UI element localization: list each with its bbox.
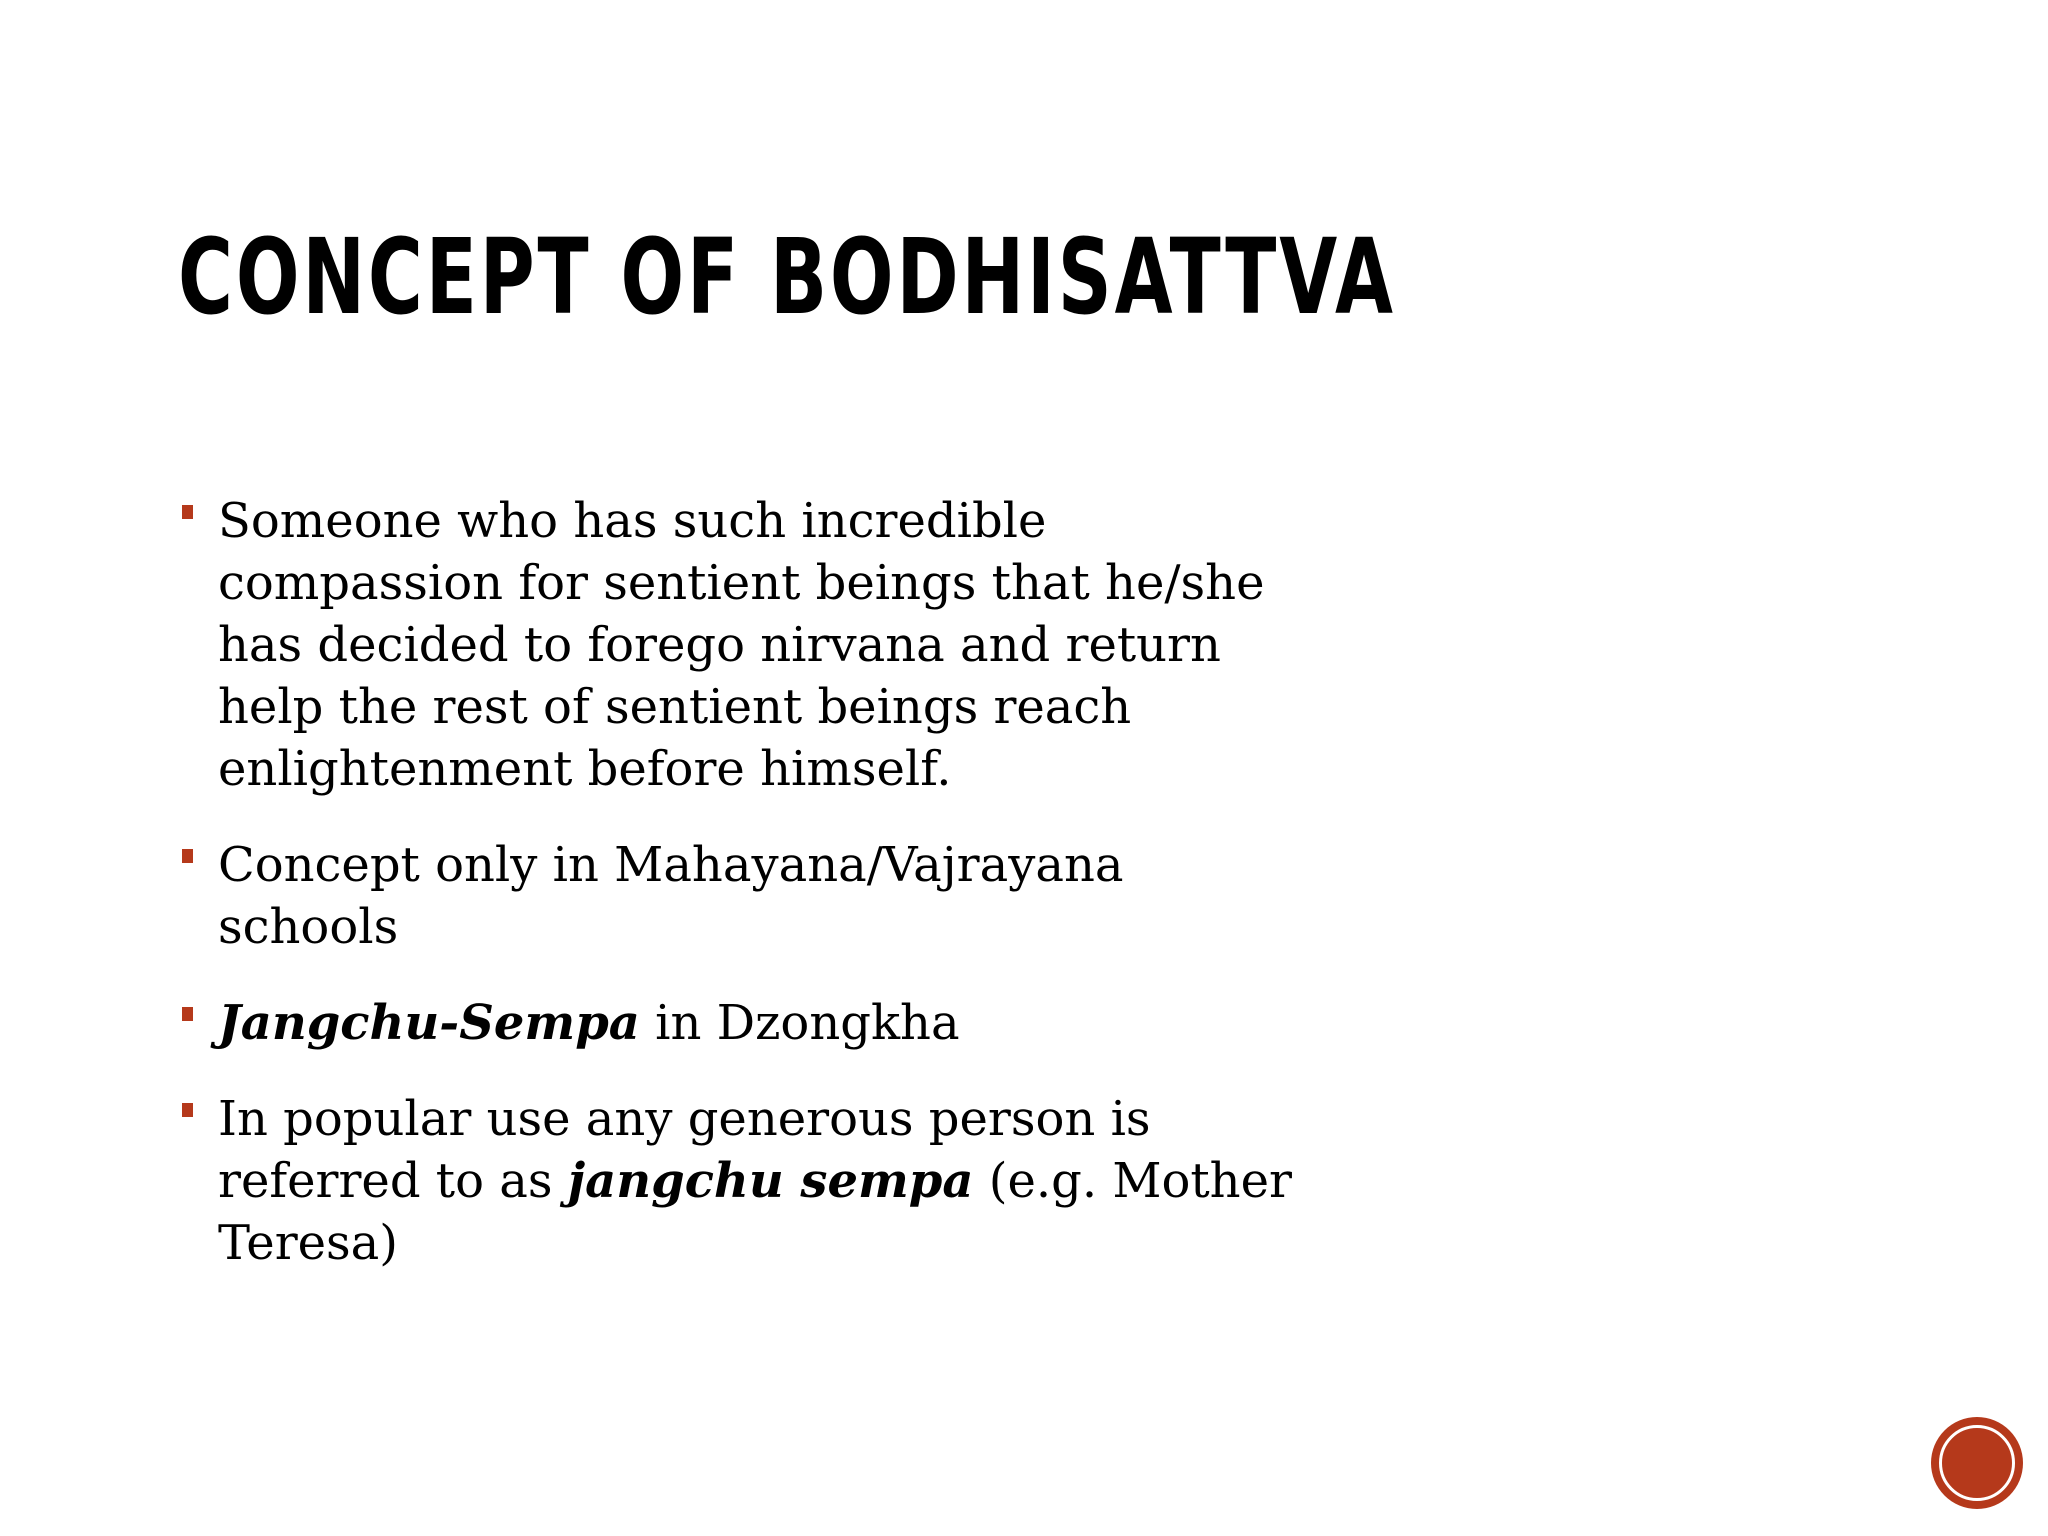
bullet-list bbox=[178, 490, 1298, 1308]
bullet-text-end: (e.g. Mother Teresa) bbox=[218, 1153, 1292, 1271]
bullet-text: in Dzongkha bbox=[639, 995, 960, 1051]
bullet-item-schools bbox=[178, 834, 1298, 958]
bullet-item-popular-use bbox=[178, 1088, 1298, 1274]
square-bullet-icon bbox=[182, 1103, 193, 1117]
bullet-text: In popular use any generous person is referred to as bbox=[218, 1091, 1151, 1209]
square-bullet-icon bbox=[182, 505, 193, 519]
bullet-item-dzongkha bbox=[178, 992, 1298, 1054]
square-bullet-icon bbox=[182, 849, 193, 863]
square-bullet-icon bbox=[182, 1007, 193, 1021]
slide-nav-button[interactable] bbox=[1934, 1420, 2020, 1506]
bullet-text: Concept only in Mahayana/Vajrayana schools bbox=[218, 837, 1124, 955]
bullet-item-compassion bbox=[178, 490, 1298, 800]
slide-title: CONCEPT OF BODHISATTVA bbox=[178, 216, 1396, 338]
emphasis-term: Jangchu-Sempa bbox=[218, 995, 640, 1051]
bullet-text: Someone who has such incredible compassion for sentient beings that he/she has decided to forego nirvana and return help the rest of sentient beings reach enlightenment before himself. bbox=[218, 493, 1265, 797]
circle-nav-icon bbox=[1939, 1425, 2015, 1501]
emphasis-term: jangchu sempa bbox=[567, 1153, 974, 1209]
